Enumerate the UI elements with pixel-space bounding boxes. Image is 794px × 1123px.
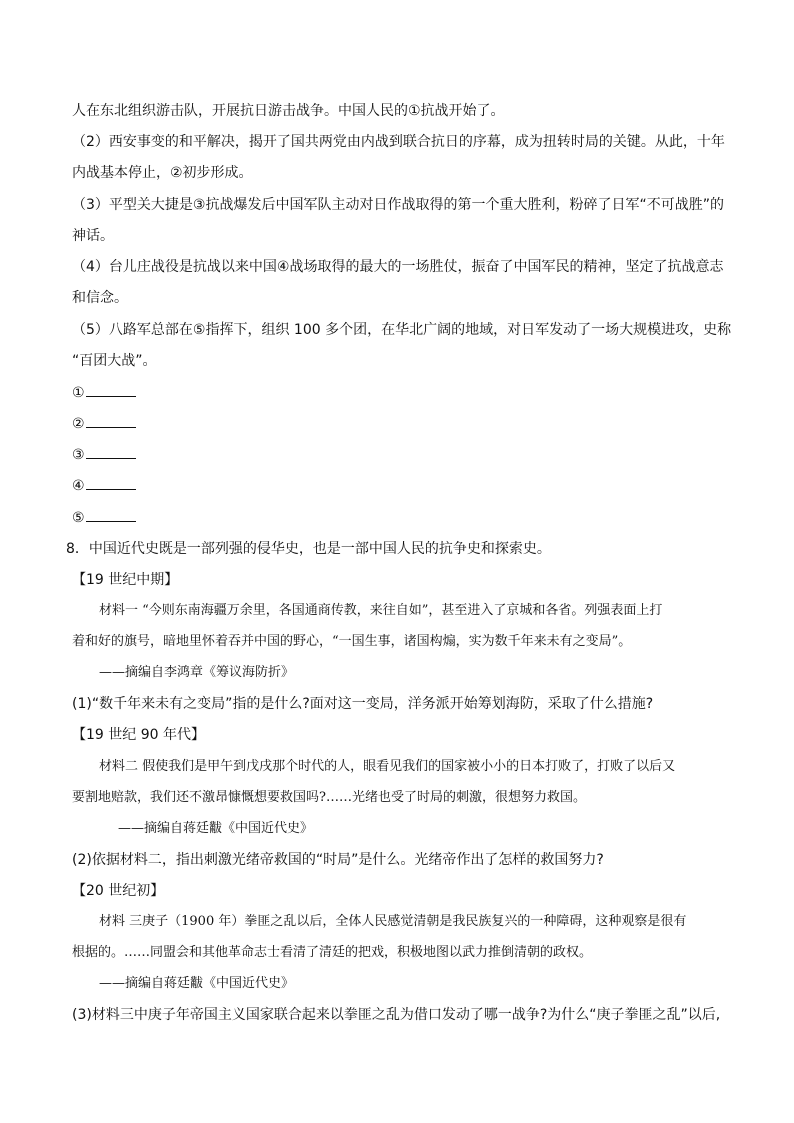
material-2-source: ——摘编自蒋廷黻《中国近代史》 xyxy=(118,821,314,836)
q7-item-4-line-1: （4）台儿庄战役是抗战以来中国④战场取得的最大的一场胜仗，振奋了中国军民的精神，坚定了抗战意志 xyxy=(72,259,724,275)
answer-number-2: ② xyxy=(72,416,85,432)
answer-underline-1[interactable] xyxy=(86,384,136,397)
answer-underline-2[interactable] xyxy=(86,415,136,428)
q7-item-5-line-1: （5）八路军总部在⑤指挥下，组织 100 多个团，在华北广阔的地域，对日军发动了一场大规模进攻，史称 xyxy=(72,322,732,338)
answer-underline-5[interactable] xyxy=(86,509,136,522)
answer-blank-2[interactable] xyxy=(72,414,136,434)
q8-question-2: (2)依据材料二，指出刺激光绪帝救国的“时局”是什么。光绪帝作出了怎样的救国努力? xyxy=(72,852,604,868)
section-header-19c-90s: 【19 世纪 90 年代】 xyxy=(72,727,205,743)
answer-blank-1[interactable] xyxy=(72,383,136,403)
answer-number-3: ③ xyxy=(72,447,85,463)
q8-question-1: (1)“数千年来未有之变局”指的是什么?面对这一变局，洋务派开始筹划海防，采取了什么措施? xyxy=(72,696,654,712)
material-1-source: ——摘编自李鸿章《筹议海防折》 xyxy=(99,665,295,680)
material-2-line-1: 材料二 假使我们是甲午到戊戌那个时代的人，眼看见我们的国家被小小的日本打败了，打败了以后又 xyxy=(99,759,676,774)
answer-underline-3[interactable] xyxy=(86,446,136,459)
section-header-19c-mid: 【19 世纪中期】 xyxy=(72,572,179,588)
material-1-line-1: 材料一 “今则东南海疆万余里，各国通商传教，来往自如”，甚至进入了京城和各省。列强表面上打 xyxy=(99,603,663,618)
answer-blank-5[interactable] xyxy=(72,508,136,528)
material-3-line-2: 根据的。……同盟会和其他革命志士看清了清廷的把戏，积极地图以武力推倒清朝的政权。 xyxy=(72,945,593,960)
material-3-line-1: 材料 三庚子（1900 年）拳匪之乱以后，全体人民感觉清朝是我民族复兴的一种障碍，这种观察是很有 xyxy=(99,914,687,929)
answer-number-1: ① xyxy=(72,385,85,401)
material-3-source: ——摘编自蒋廷黻《中国近代史》 xyxy=(99,976,295,991)
q7-intro-line: 人在东北组织游击队，开展抗日游击战争。中国人民的①抗战开始了。 xyxy=(72,103,505,119)
section-header-20c-early: 【20 世纪初】 xyxy=(72,883,165,899)
q8-stem: 8．中国近代史既是一部列强的侵华史，也是一部中国人民的抗争史和探索史。 xyxy=(66,541,551,557)
q7-item-2-line-2: 内战基本停止，②初步形成。 xyxy=(72,165,253,181)
answer-number-4: ④ xyxy=(72,478,85,494)
q7-item-3-line-2: 神话。 xyxy=(72,228,114,244)
material-1-line-2: 着和好的旗号，暗地里怀着吞并中国的野心，“一国生事，诸国构煽，实为数千年来未有之变局”。 xyxy=(72,634,632,649)
q7-item-5-line-2: “百团大战”。 xyxy=(72,353,157,369)
q7-item-4-line-2: 和信念。 xyxy=(72,290,128,306)
q7-item-2-line-1: （2）西安事变的和平解决，揭开了国共两党由内战到联合抗日的序幕，成为扭转时局的关键。从此，十年 xyxy=(72,134,725,150)
q7-item-3-line-1: （3）平型关大捷是③抗战爆发后中国军队主动对日作战取得的第一个重大胜利，粉碎了日军“不可战胜”的 xyxy=(72,197,724,213)
answer-number-5: ⑤ xyxy=(72,510,85,526)
answer-blank-4[interactable] xyxy=(72,476,136,496)
answer-blank-3[interactable] xyxy=(72,445,136,465)
q8-question-3: (3)材料三中庚子年帝国主义国家联合起来以拳匪之乱为借口发动了哪一战争?为什么“庚子拳匪之乱”以后, xyxy=(72,1007,721,1023)
material-2-line-2: 要割地赔款，我们还不激昂慷慨想要救国吗?……光绪也受了时局的刺激，很想努力救国。 xyxy=(72,790,586,805)
answer-underline-4[interactable] xyxy=(86,477,136,490)
